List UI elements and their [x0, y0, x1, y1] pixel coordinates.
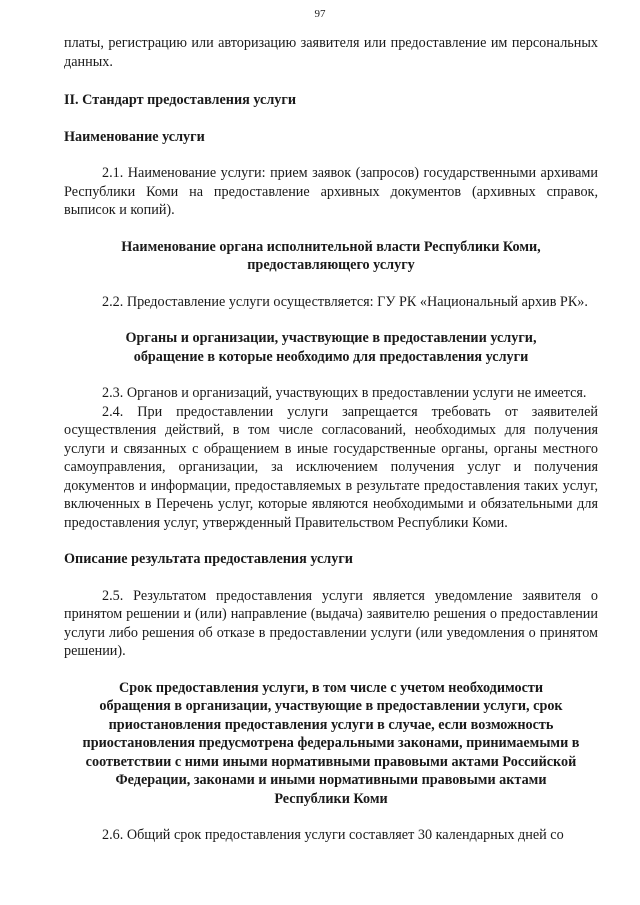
- heading-participating-organizations: [64, 329, 598, 366]
- section-title: II. Стандарт предоставления услуги: [64, 92, 297, 108]
- heading-service-name: Наименование услуги: [64, 128, 205, 145]
- paragraph-2-2: 2.2. Предоставление услуги осуществляется: ГУ РК «Национальный архив РК».: [102, 293, 588, 310]
- heading-line: обращения в организации, участвующие в предоставлении услуги, срок: [99, 698, 563, 714]
- paragraph-2-4: 2.4. При предоставлении услуги запрещается требовать от заявителей осуществления действий, в том числе согласований, необходимых для получения услуги и связанных с обращением в иные государственные органы, органы местного самоуправления, организации, за исключением получения услуг и получения документов и информации, предоставляемых в результате предоставления таких услуг, включенных в Перечень услуг, которые являются необходимыми и обязательными для предоставления услуг, утвержденный Правительством Республики Коми.: [64, 403, 598, 531]
- heading-service-term: [64, 679, 598, 809]
- heading-line: Республики Коми: [274, 790, 388, 807]
- heading-line: соответствии с ними иными нормативными правовыми актами Российской: [85, 753, 577, 770]
- paragraph-2-3: 2.3. Органов и организаций, участвующих в предоставлении услуги не имеется.: [102, 385, 587, 401]
- page-number: 97: [314, 8, 326, 20]
- document-body: [64, 34, 598, 845]
- heading-result-description: Описание результата предоставления услуги: [64, 551, 353, 567]
- heading-line: Органы и организации, участвующие в предоставлении услуги,: [125, 330, 537, 346]
- heading-line: Срок предоставления услуги, в том числе с учетом необходимости: [118, 679, 544, 696]
- heading-executive-organ: [64, 238, 598, 275]
- heading-line: приостановления предоставления услуги в случае, если возможность: [108, 716, 554, 733]
- paragraph-2-5: 2.5. Результатом предоставления услуги является уведомление заявителя о принятом решении и (или) направление (выдача) заявителю решения о предоставлении услуги либо решения об отказе в предоставлении услуги (или уведомления о принятом решении).: [64, 587, 598, 659]
- heading-line: Федерации, законами и иными нормативными правовыми актами: [115, 772, 547, 788]
- heading-line: предоставляющего услугу: [247, 257, 415, 273]
- heading-line: приостановления предусмотрена федеральными законами, принимаемыми в: [82, 735, 580, 751]
- paragraph-2-6: 2.6. Общий срок предоставления услуги составляет 30 календарных дней со: [102, 827, 564, 843]
- heading-line: обращение в которые необходимо для предоставления услуги: [133, 348, 529, 365]
- paragraph-2-1: 2.1. Наименование услуги: прием заявок (запросов) государственными архивами Республики Коми на предоставление архивных документов (архивных справок, выписок и копий).: [64, 165, 598, 218]
- intro-paragraph: платы, регистрацию или авторизацию заявителя или предоставление им персональных данных.: [64, 35, 598, 70]
- heading-line: Наименование органа исполнительной власти Республики Коми,: [121, 238, 541, 255]
